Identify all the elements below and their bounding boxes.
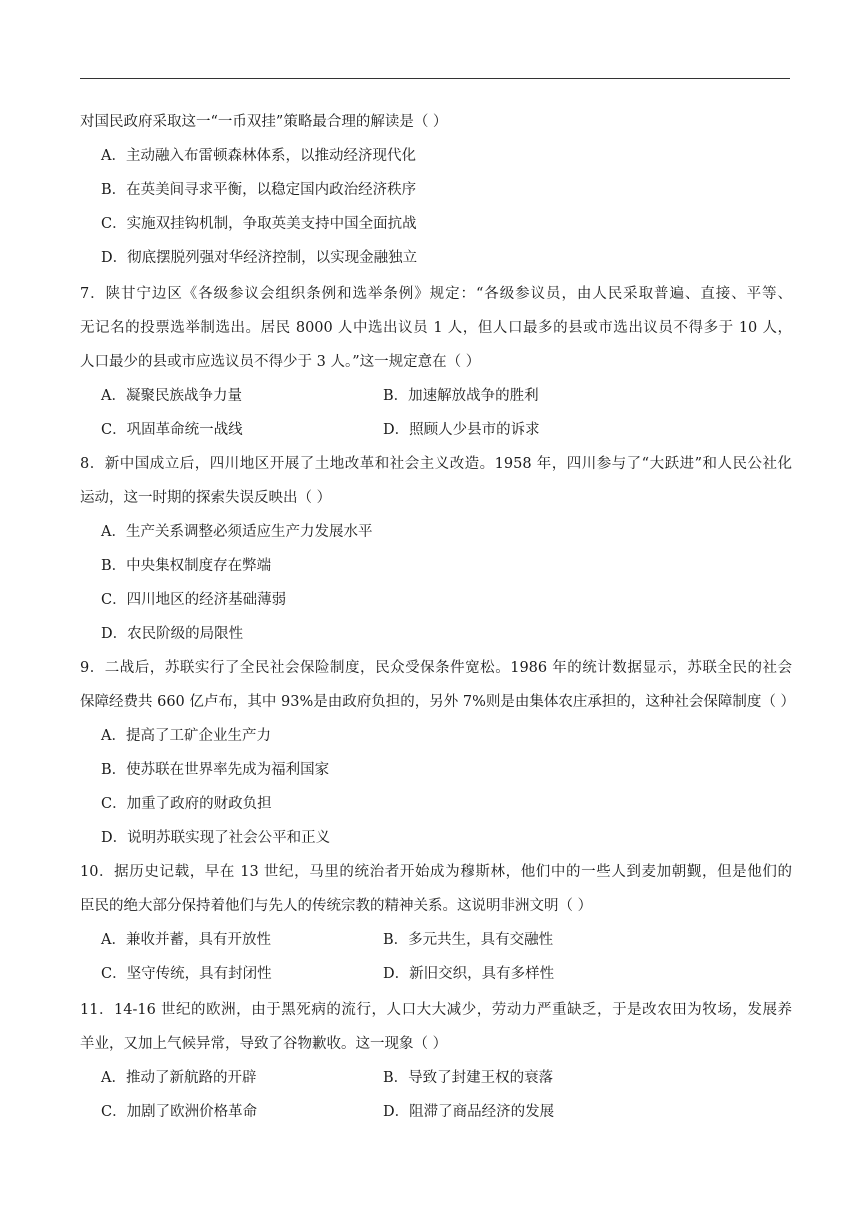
- q9-stem-line-2: 保障经费共 660 亿卢布，其中 93%是由政府负担的，另外 7%则是由集体农庄承担的，这种社会保障制度（ ）: [80, 694, 795, 710]
- q7-stem-line-2: 无记名的投票选举制选出。居民 8000 人中选出议员 1 人，但人口最多的县或市选出议员不得多于 10 人，: [80, 320, 792, 336]
- q7-stem-line-3: 人口最少的县或市应选议员不得少于 3 人。”这一规定意在（ ）: [80, 354, 481, 370]
- q6-option-b: B．在英美间寻求平衡，以稳定国内政治经济秩序: [101, 182, 417, 198]
- q7-option-c: C．巩固革命统一战线: [101, 422, 243, 438]
- q8-option-c: C．四川地区的经济基础薄弱: [101, 592, 287, 608]
- q11-option-b: B．导致了封建王权的衰落: [383, 1070, 554, 1086]
- header-rule: [80, 78, 790, 79]
- q7-option-b: B．加速解放战争的胜利: [383, 388, 539, 404]
- q11-stem-line-2: 羊业，又加上气候异常，导致了谷物歉收。这一现象（ ）: [80, 1036, 448, 1052]
- q8-stem-line-1: 8．新中国成立后，四川地区开展了土地改革和社会主义改造。1958 年，四川参与了“大跃进”和人民公社化: [80, 456, 792, 472]
- q9-option-b: B．使苏联在世界率先成为福利国家: [101, 762, 330, 778]
- q8-stem-line-2: 运动，这一时期的探索失误反映出（ ）: [80, 490, 332, 506]
- q10-option-a: A．兼收并蓄，具有开放性: [101, 932, 271, 948]
- q6-option-c: C．实施双挂钩机制，争取英美支持中国全面抗战: [101, 216, 417, 232]
- q9-option-d: D．说明苏联实现了社会公平和正义: [101, 830, 331, 846]
- q7-option-d: D．照顾人少县市的诉求: [383, 422, 540, 438]
- q9-option-c: C．加重了政府的财政负担: [101, 796, 272, 812]
- q6-option-a: A．主动融入布雷顿森林体系，以推动经济现代化: [101, 148, 416, 164]
- q11-option-d: D．阻滞了商品经济的发展: [383, 1104, 555, 1120]
- q10-stem-line-2: 臣民的绝大部分保持着他们与先人的传统宗教的精神关系。这说明非洲文明（ ）: [80, 898, 593, 914]
- q10-stem-line-1: 10．据历史记载，早在 13 世纪，马里的统治者开始成为穆斯林，他们中的一些人到麦加朝觐，但是他们的: [80, 864, 792, 880]
- q9-stem-line-1: 9．二战后，苏联实行了全民社会保险制度，民众受保条件宽松。1986 年的统计数据显示，苏联全民的社会: [80, 660, 792, 676]
- q6-option-d: D．彻底摆脱列强对华经济控制，以实现金融独立: [101, 250, 418, 266]
- q8-option-b: B．中央集权制度存在弊端: [101, 558, 272, 574]
- q11-stem-line-1: 11．14-16 世纪的欧洲，由于黑死病的流行，人口大大减少，劳动力严重缺乏，于是改农田为牧场，发展养: [80, 1002, 792, 1018]
- q10-option-d: D．新旧交织，具有多样性: [383, 966, 555, 982]
- q11-option-a: A．推动了新航路的开辟: [101, 1070, 257, 1086]
- q7-stem-line-1: 7．陕甘宁边区《各级参议会组织条例和选举条例》规定：“各级参议员，由人民采取普遍、直接、平等、: [80, 286, 792, 302]
- q10-option-b: B．多元共生，具有交融性: [383, 932, 554, 948]
- q7-option-a: A．凝聚民族战争力量: [101, 388, 242, 404]
- q8-option-d: D．农民阶级的局限性: [101, 626, 244, 642]
- q11-option-c: C．加剧了欧洲价格革命: [101, 1104, 258, 1120]
- q9-option-a: A．提高了工矿企业生产力: [101, 728, 271, 744]
- q10-option-c: C．坚守传统，具有封闭性: [101, 966, 272, 982]
- q8-option-a: A．生产关系调整必须适应生产力发展水平: [101, 524, 373, 540]
- q6-stem: 对国民政府采取这一“一币双挂”策略最合理的解读是（ ）: [80, 114, 448, 130]
